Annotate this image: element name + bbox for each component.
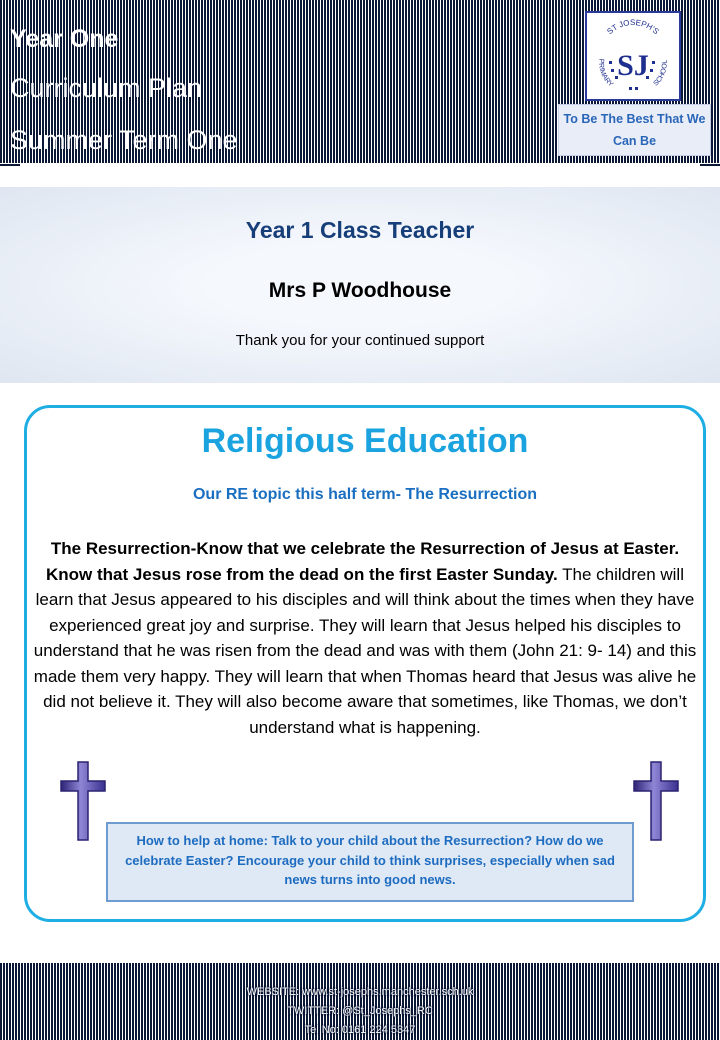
school-motto: To Be The Best That We Can Be: [558, 104, 711, 156]
logo-left-text: PRIMARY: [597, 58, 615, 89]
term-title: Summer Term One: [10, 125, 238, 155]
re-title: Religious Education: [201, 422, 529, 460]
footer-contacts: [0, 983, 720, 1040]
footer-website[interactable]: WEBSITE: www.st-josephs.manchester.sch.uk: [246, 986, 474, 998]
header-titles: [10, 20, 238, 166]
school-crest-icon: [587, 13, 679, 99]
religious-education-panel: [24, 405, 706, 922]
thanks-message: Thank you for your continued support: [235, 332, 485, 349]
logo-right-text: SCHOOL: [652, 59, 669, 88]
teacher-section-title: Year 1 Class Teacher: [245, 217, 475, 243]
curriculum-plan-title: Curriculum Plan: [10, 73, 203, 103]
svg-text:ST JOSEPH'S: [605, 18, 660, 36]
logo-monogram: SJ: [617, 49, 649, 82]
help-at-home-box: How to help at home: Talk to your child about the Resurrection? How do we celebrate Easter? Encourage your child to think surprises, especially when sad news turns into good news.: [106, 822, 634, 902]
header-banner: [0, 0, 720, 163]
cross-icon: [632, 761, 680, 841]
cross-icon: [59, 761, 107, 841]
header-rule-left: [0, 164, 20, 166]
header-rule-right: [700, 164, 720, 166]
school-logo: [585, 11, 681, 101]
re-body: [33, 536, 697, 740]
teacher-name: Mrs P Woodhouse: [268, 279, 452, 302]
logo-top-text: ST JOSEPH'S: [605, 17, 661, 37]
footer-twitter[interactable]: TWITTER: @St_Josephs_RC: [287, 1005, 433, 1017]
footer-banner: [0, 963, 720, 1040]
teacher-section: [0, 187, 720, 383]
re-description: The children will learn that Jesus appeared to his disciples and will think about the times when they have experienced great joy and surprise. They will learn that Jesus helped his disciples to understand that he was risen from the dead and was with them (John 21: 9- 14) and this made them very happy. They will learn that when Thomas heard that Jesus was alive he did not believe it. They will also become aware that sometimes, like Thomas, we don’t understand what is happening.: [33, 564, 697, 737]
year-title: Year One: [10, 25, 119, 53]
re-topic: Our RE topic this half term- The Resurrection: [192, 486, 538, 503]
re-bold-intro: The Resurrection-Know that we celebrate the Resurrection of Jesus at Easter. Know that Jesus rose from the dead on the first Easter Sunday.: [46, 539, 680, 584]
footer-telephone: Tel No: 0161 224 5347: [304, 1024, 416, 1036]
